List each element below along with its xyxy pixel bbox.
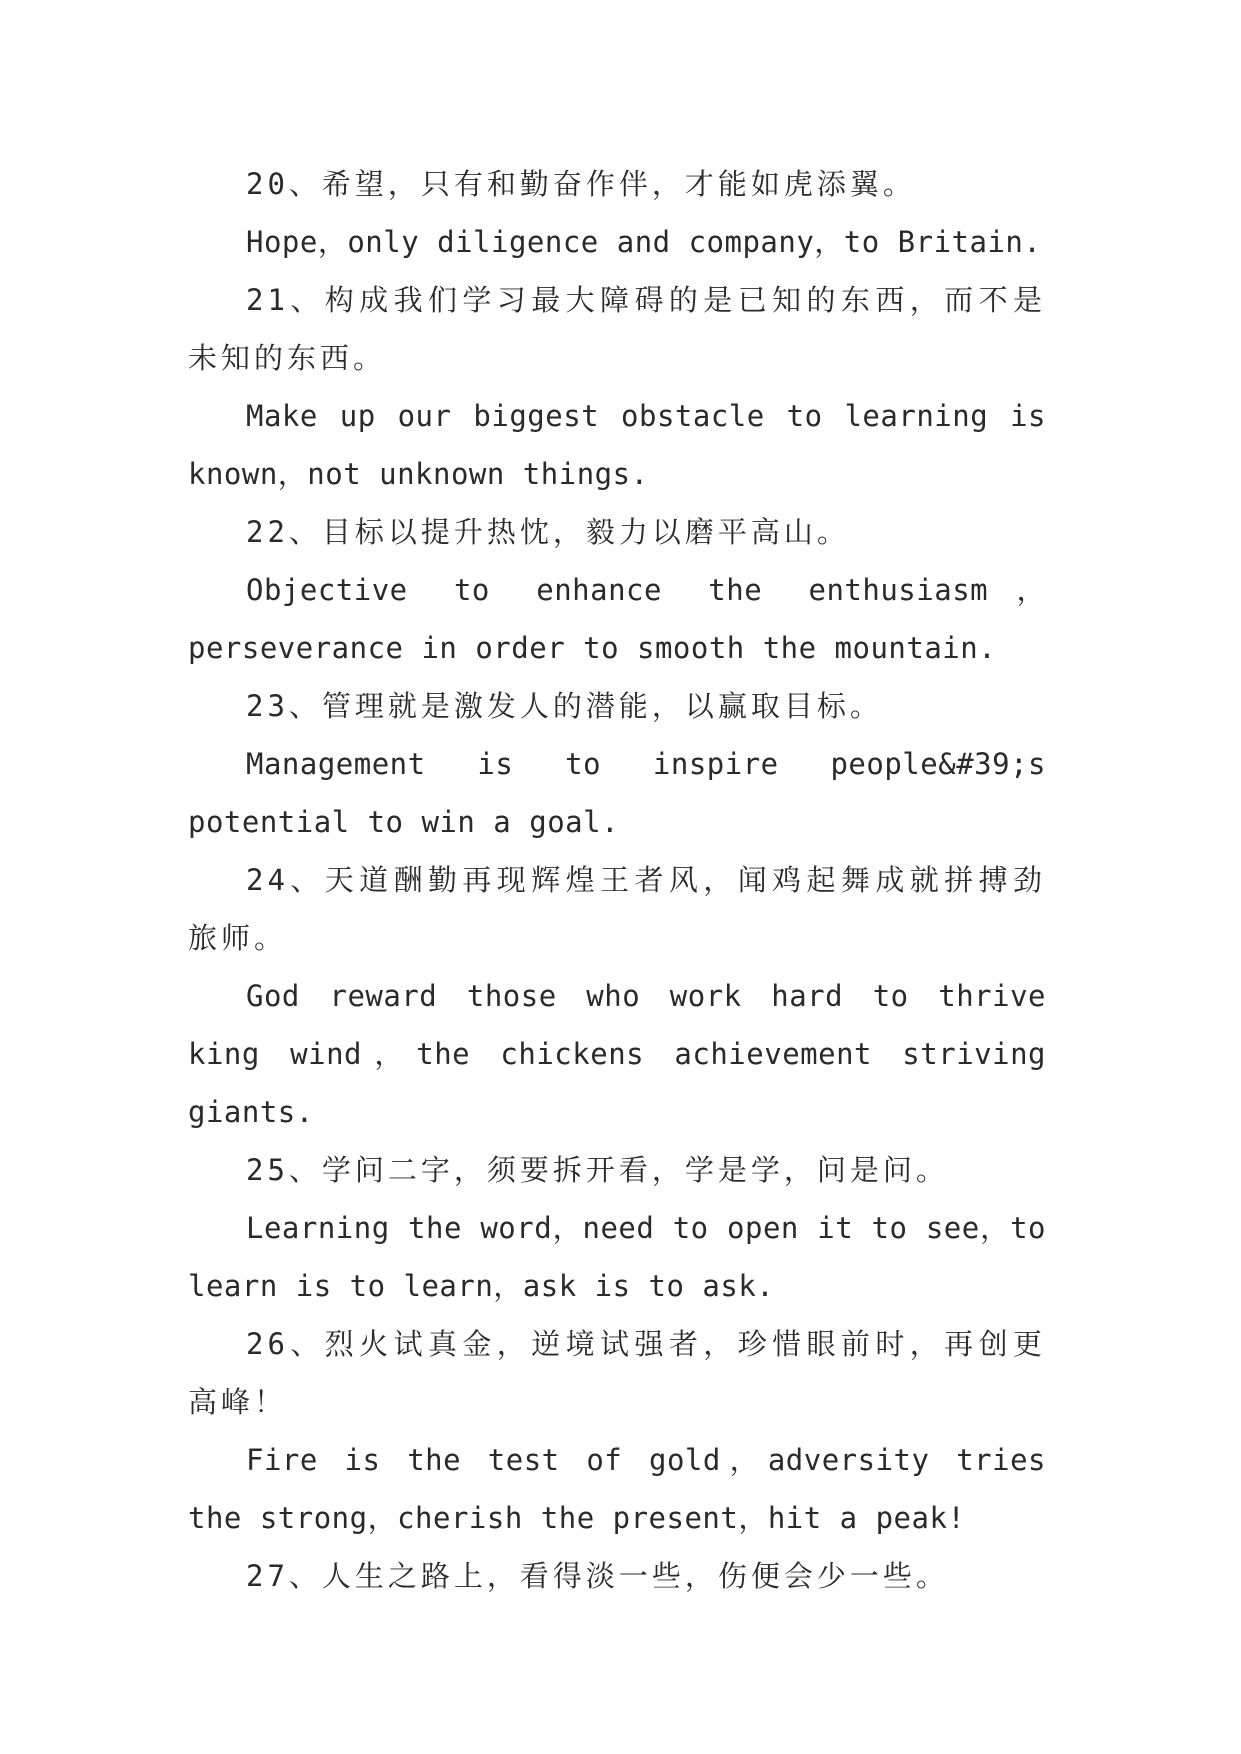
quote-zh-27: 27、人生之路上，看得淡一些，伤便会少一些。: [246, 1559, 949, 1593]
quote-en-21: Make up our biggest obstacle to learning is known，not unknown things.: [188, 399, 1046, 491]
quote-zh-21: 21、构成我们学习最大障碍的是已知的东西，而不是未知的东西。: [188, 283, 1046, 375]
quote-en-22: Objective to enhance the enthusiasm，perseverance in order to smooth the mountain.: [188, 573, 1046, 665]
document-body: [188, 155, 1046, 1605]
quote-en-25: Learning the word，need to open it to see，to learn is to learn，ask is to ask.: [188, 1211, 1046, 1303]
quote-zh-22: 22、目标以提升热忱，毅力以磨平高山。: [246, 515, 850, 549]
quote-en-20: Hope，only diligence and company，to Britain.: [246, 225, 1042, 259]
quote-zh-20: 20、希望，只有和勤奋作伴，才能如虎添翼。: [246, 167, 916, 201]
quote-en-26: Fire is the test of gold，adversity tries the strong，cherish the present，hit a peak!: [188, 1443, 1046, 1535]
quote-zh-26: 26、烈火试真金，逆境试强者，珍惜眼前时，再创更高峰！: [188, 1327, 1046, 1419]
quote-zh-23: 23、管理就是激发人的潜能，以赢取目标。: [246, 689, 883, 723]
quote-en-23: Management is to inspire people&#39;s potential to win a goal.: [188, 747, 1046, 839]
quote-zh-25: 25、学问二字，须要拆开看，学是学，问是问。: [246, 1153, 949, 1187]
quote-en-24: God reward those who work hard to thrive king wind，the chickens achievement striving giants.: [188, 979, 1046, 1129]
quote-zh-24: 24、天道酬勤再现辉煌王者风，闻鸡起舞成就拼搏劲旅师。: [188, 863, 1046, 955]
